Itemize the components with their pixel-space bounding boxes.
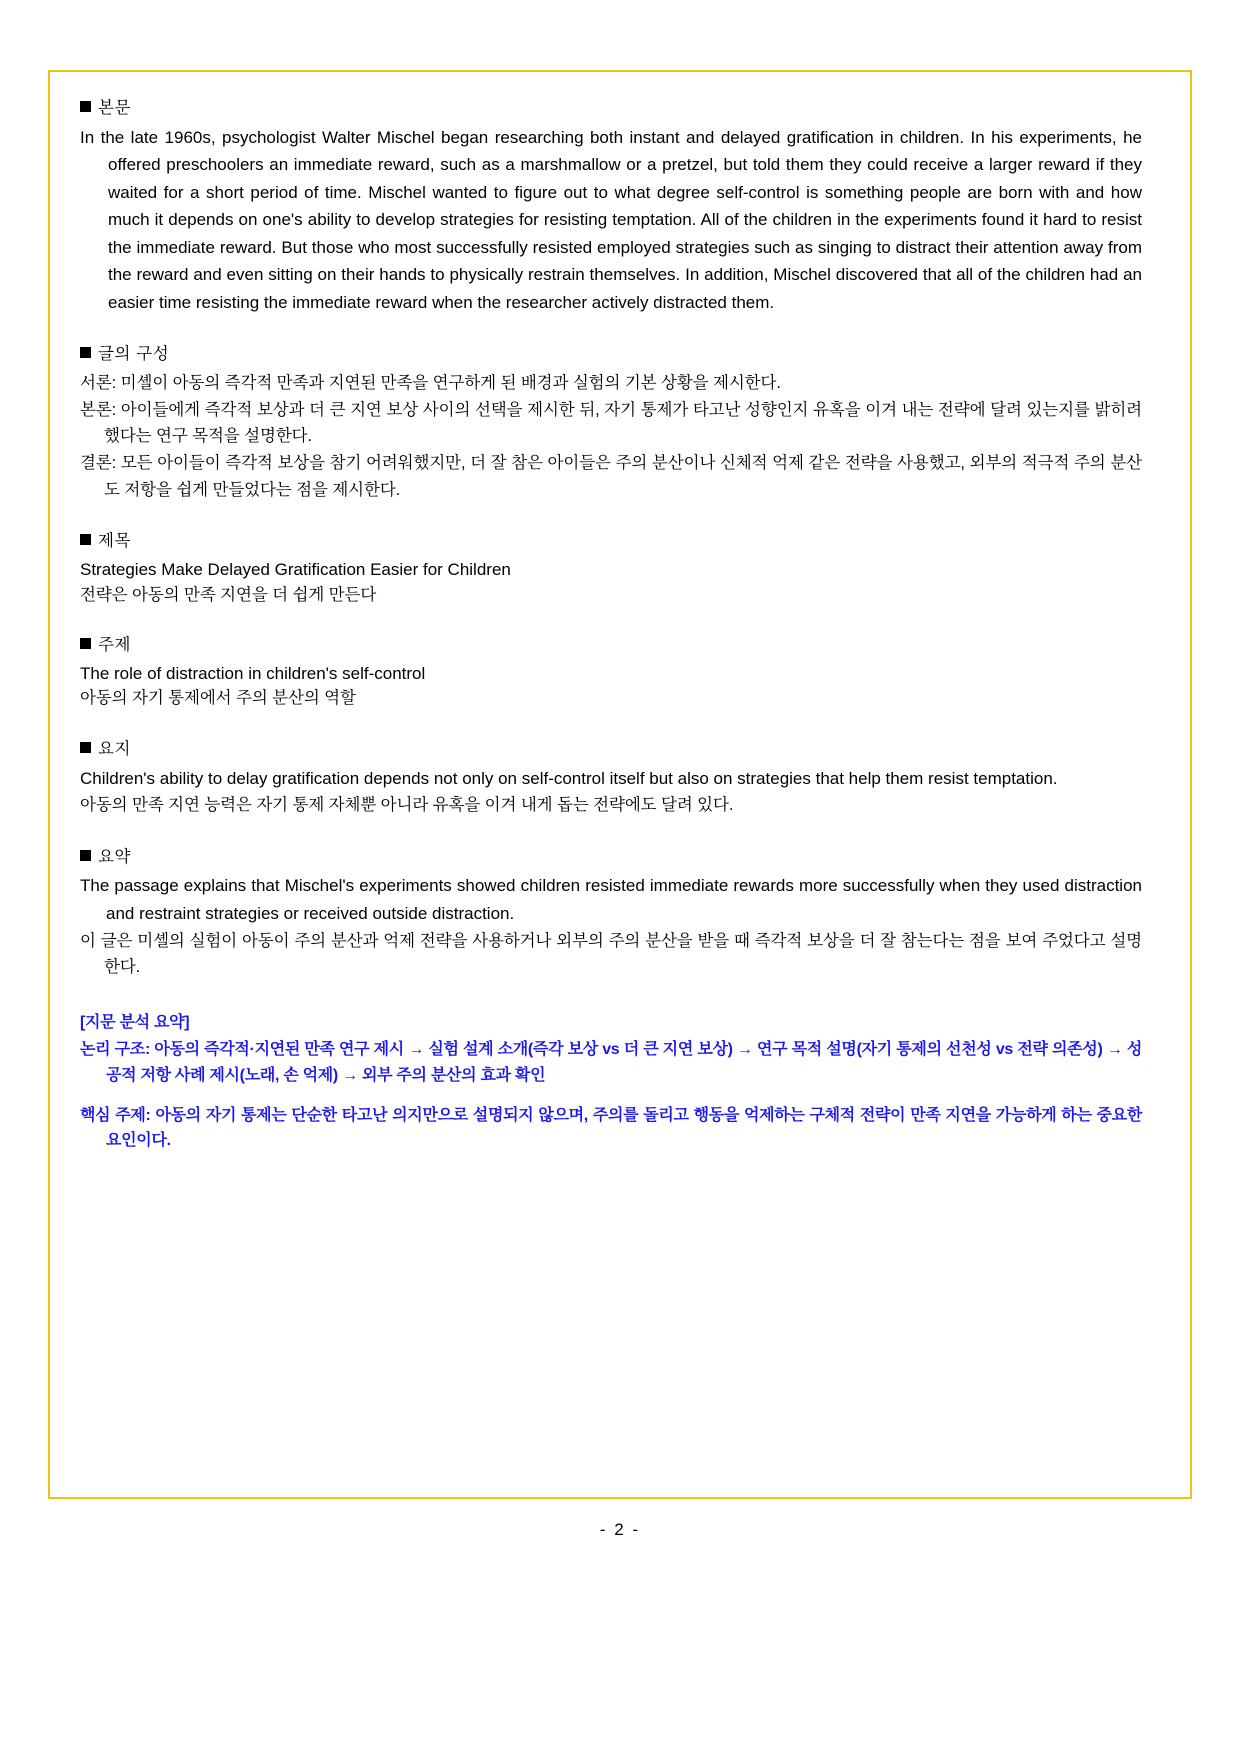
spacer [80, 981, 1142, 1011]
structure-main-text: 본론: 아이들에게 즉각적 보상과 더 큰 지연 보상 사이의 선택을 제시한 뒤, 자기 통제가 타고난 성향인지 유혹을 이겨 내는 전략에 달려 있는지를 밝히려 했다는 연구 목적을 설명한다. [80, 400, 1142, 446]
spacer [80, 711, 1142, 737]
square-bullet-icon [80, 101, 91, 112]
section-heading-topic-label: 주제 [98, 636, 132, 655]
section-heading-summary-label: 요약 [98, 847, 132, 866]
section-heading-structure-label: 글의 구성 [98, 345, 170, 364]
analysis-core-theme-text: 핵심 주제: 아동의 자기 통제는 단순한 타고난 의지만으로 설명되지 않으며, 주의를 돌리고 행동을 억제하는 구체적 전략이 만족 지연을 가능하게 하는 중요한 요인이다. [80, 1106, 1142, 1150]
title-english-text: Strategies Make Delayed Gratification Easier for Children [80, 560, 511, 579]
section-heading-main-idea [80, 737, 1142, 763]
spacer [80, 819, 1142, 845]
square-bullet-icon [80, 850, 91, 861]
page-content [80, 96, 1142, 1154]
main-idea-english-text: Children's ability to delay gratification depends not only on self-control itself but also on strategies that help them resist temptation. [80, 768, 1058, 788]
passage-body-text: In the late 1960s, psychologist Walter Mischel began researching both instant and delayed gratification in children. In his experiments, he offered preschoolers an immediate reward, such as a marshmallow or a pretzel, but told them they could receive a larger reward if they waited for a short period of time. Mischel wanted to figure out to what degree self-control is something people are born with and how much it depends on one's ability to develop strategies for resisting temptation. All of the children in the experiments found it hard to resist the immediate reward. But those who most successfully resisted employed strategies such as singing to distract their attention away from the reward and even sitting on their hands to physically restrain themselves. In addition, Mischel discovered that all of the children had an easier time resisting the immediate reward when the researcher actively distracted them. [80, 127, 1142, 312]
square-bullet-icon [80, 347, 91, 358]
topic-english-text: The role of distraction in children's self-control [80, 663, 426, 683]
structure-conclusion-text: 결론: 모든 아이들이 즉각적 보상을 참기 어려워했지만, 더 잘 참은 아이들은 주의 분산이나 신체적 억제 같은 전략을 사용했고, 외부의 적극적 주의 분산도 저항을 쉽게 만들었다는 점을 제시한다. [80, 454, 1142, 499]
page-border-frame [48, 70, 1192, 1499]
spacer [80, 316, 1142, 342]
section-heading-topic [80, 633, 1142, 659]
section-heading-passage-label: 본문 [98, 99, 132, 117]
section-heading-title [80, 529, 1142, 555]
analysis-heading: [지문 분석 요약] [80, 1013, 190, 1031]
title-korean-text: 전략은 아동의 만족 지연을 더 쉽게 만든다 [80, 585, 377, 604]
summary-korean-text: 이 글은 미셸의 실험이 아동이 주의 분산과 억제 전략을 사용하거나 외부의 주의 분산을 받을 때 즉각적 보상을 더 잘 참는다는 점을 보여 주었다고 설명한다. [80, 931, 1142, 977]
main-idea-korean-text: 아동의 만족 지연 능력은 자기 통제 자체뿐 아니라 유혹을 이겨 내게 돕는 전략에도 달려 있다. [80, 796, 734, 815]
analysis-logic-structure-text: 논리 구조: 아동의 즉각적·지연된 만족 연구 제시 → 실험 설계 소개(즉각 보상 vs 더 큰 지연 보상) → 연구 목적 설명(자기 통제의 선천성 vs 전략 의존성) → 성공적 저항 사례 제시(노래, 손 억제) → 외부 주의 분산의 효과 확인 [80, 1040, 1142, 1084]
structure-intro-text: 서론: 미셸이 아동의 즉각적 만족과 지연된 만족을 연구하게 된 배경과 실험의 기본 상황을 제시한다. [80, 373, 781, 392]
spacer [80, 503, 1142, 529]
page-number-footer: - 2 - [599, 1520, 641, 1539]
section-heading-summary [80, 845, 1142, 871]
square-bullet-icon [80, 534, 91, 545]
spacer [80, 1089, 1142, 1103]
section-heading-title-label: 제목 [98, 532, 132, 551]
section-heading-structure [80, 342, 1142, 368]
summary-english-text: The passage explains that Mischel's experiments showed children resisted immediate rewards more successfully when they used distraction and restraint strategies or received outside distraction. [80, 876, 1142, 923]
spacer [80, 607, 1142, 633]
square-bullet-icon [80, 638, 91, 649]
analysis-block [80, 1011, 1142, 1154]
section-heading-passage [80, 96, 1142, 122]
topic-korean-text: 아동의 자기 통제에서 주의 분산의 역할 [80, 689, 356, 708]
section-heading-main-idea-label: 요지 [98, 740, 132, 759]
square-bullet-icon [80, 742, 91, 753]
